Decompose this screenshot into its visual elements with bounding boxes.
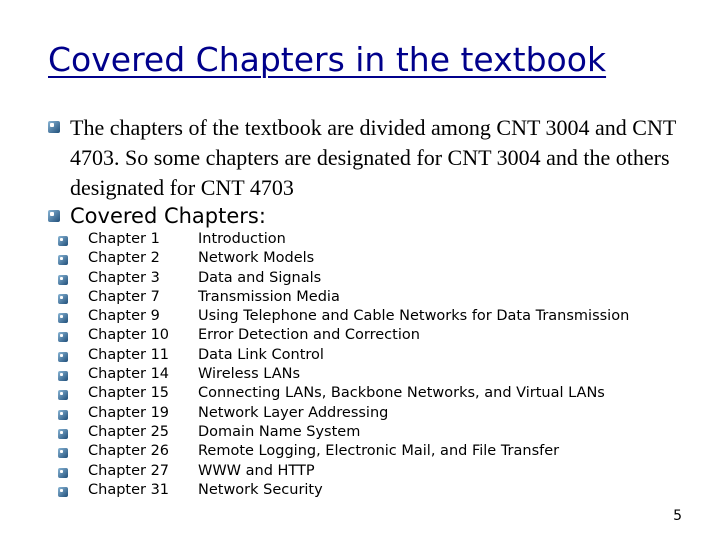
chapter-topic: Transmission Media [198,288,340,305]
square-bullet-icon [58,294,68,304]
square-bullet-icon [58,371,68,381]
covered-chapters-heading [48,202,266,230]
square-bullet-icon [58,390,68,400]
chapter-number: Chapter 15 [88,385,170,402]
chapter-topic: Data and Signals [198,269,322,286]
intro-paragraph [48,113,688,203]
chapter-number: Chapter 11 [88,346,170,363]
chapter-number: Chapter 19 [88,404,170,421]
square-bullet-icon [58,332,68,342]
chapter-number: Chapter 27 [88,462,170,479]
chapter-topic: Network Layer Addressing [198,404,389,421]
square-bullet-icon [58,448,68,458]
square-bullet-icon [58,468,68,478]
square-bullet-icon [48,121,60,133]
chapter-number: Chapter 2 [88,250,160,267]
square-bullet-icon [58,429,68,439]
chapter-number: Chapter 26 [88,443,170,460]
square-bullet-icon [58,236,68,246]
slide-title: Covered Chapters in the textbook [48,40,607,79]
chapter-topic: Data Link Control [198,346,324,363]
chapter-topic: Domain Name System [198,423,361,440]
chapter-topic: WWW and HTTP [198,462,315,479]
covered-chapters-label: Covered Chapters: [70,204,266,228]
chapter-number: Chapter 3 [88,269,160,286]
chapter-topic: Error Detection and Correction [198,327,420,344]
page-number: 5 [673,508,682,524]
chapter-number: Chapter 9 [88,308,160,325]
intro-text: The chapters of the textbook are divided among CNT 3004 and CNT 4703. So some chapters are designated for CNT 3004 and the others designated for CNT 4703 [70,115,676,200]
chapter-number: Chapter 31 [88,481,170,498]
chapter-number: Chapter 7 [88,288,160,305]
chapter-topic: Wireless LANs [198,366,301,383]
chapter-topic: Connecting LANs, Backbone Networks, and Virtual LANs [198,385,605,402]
square-bullet-icon [58,487,68,497]
square-bullet-icon [58,313,68,323]
square-bullet-icon [58,275,68,285]
square-bullet-icon [58,410,68,420]
chapter-topic: Network Security [198,481,323,498]
chapter-topic: Introduction [198,231,286,247]
chapter-topic: Network Models [198,250,315,267]
chapter-number: Chapter 1 [88,231,160,247]
square-bullet-icon [48,210,60,222]
square-bullet-icon [58,352,68,362]
square-bullet-icon [58,255,68,265]
chapter-number: Chapter 10 [88,327,170,344]
chapter-topic: Using Telephone and Cable Networks for Data Transmission [198,308,630,325]
chapter-number: Chapter 25 [88,423,170,440]
chapter-number: Chapter 14 [88,366,170,383]
chapter-topic: Remote Logging, Electronic Mail, and File Transfer [198,443,560,460]
